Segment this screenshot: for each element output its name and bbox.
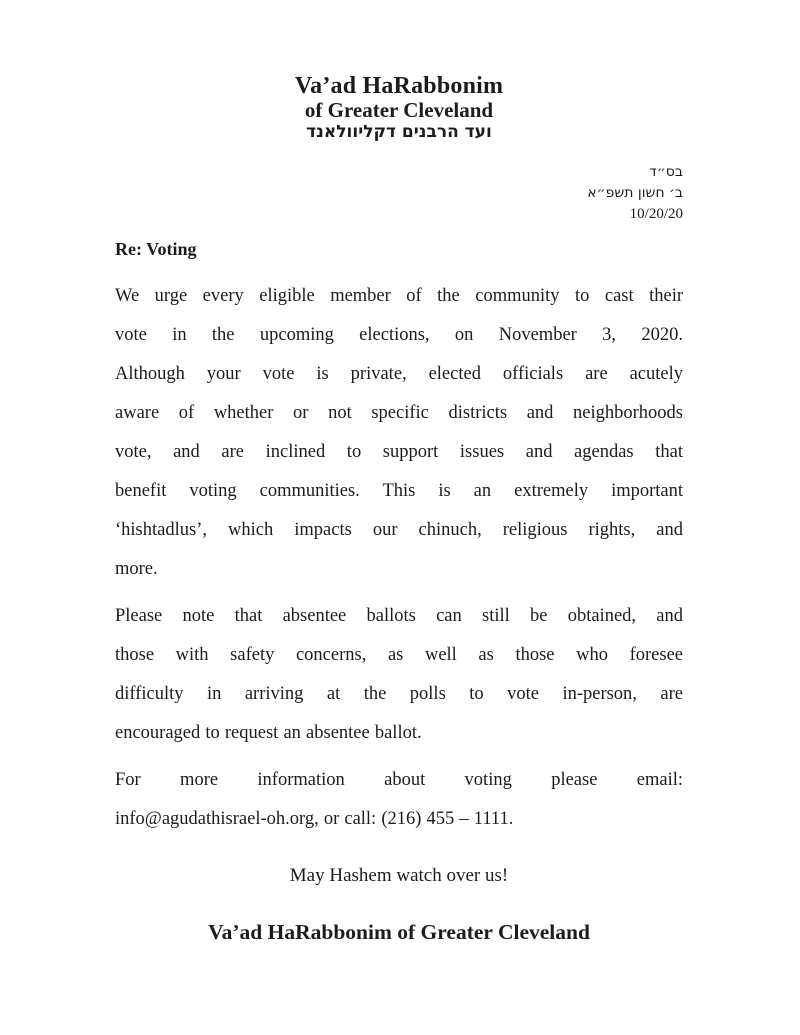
organization-location: of Greater Cleveland xyxy=(304,98,494,122)
bsd-inscription: בס״ד xyxy=(649,164,683,180)
paragraph-line: benefit voting communities. This is an extremely important xyxy=(115,481,683,501)
hebrew-date: ב׳ חשון תשפ״א xyxy=(587,185,683,201)
paragraph-absentee-ballots xyxy=(115,597,683,753)
letterhead xyxy=(115,73,683,142)
organization-name-hebrew: ועד הרבנים דקליוולאנד xyxy=(306,122,492,142)
paragraph-contact-info xyxy=(115,761,683,839)
organization-name: Va’ad HaRabbonim xyxy=(294,73,504,99)
paragraph-line: aware of whether or not specific districts and neighborhoods xyxy=(115,403,683,423)
paragraph-line: vote, and are inclined to support issues and agendas that xyxy=(115,442,683,462)
paragraph-line: For more information about voting please email: xyxy=(115,770,683,790)
subject-line: Re: Voting xyxy=(115,239,197,259)
paragraph-line: vote in the upcoming elections, on November 3, 2020. xyxy=(115,325,683,345)
closing-blessing: May Hashem watch over us! xyxy=(289,865,509,886)
signature-line: Va’ad HaRabbonim of Greater Cleveland xyxy=(208,920,590,944)
date-block xyxy=(115,162,683,225)
paragraph-voting-urge xyxy=(115,277,683,589)
civil-date: 10/20/20 xyxy=(629,206,683,222)
paragraph-line: difficulty in arriving at the polls to vote in-person, are xyxy=(115,684,683,704)
paragraph-line: encouraged to request an absentee ballot. xyxy=(115,723,422,743)
paragraph-line: ‘hishtadlus’, which impacts our chinuch, religious rights, and xyxy=(115,520,683,540)
paragraph-line: info@agudathisrael-oh.org, or call: (216) 455 – 1111. xyxy=(115,809,514,829)
paragraph-line: those with safety concerns, as well as those who foresee xyxy=(115,645,683,665)
paragraph-line: more. xyxy=(115,559,158,579)
paragraph-line: Although your vote is private, elected officials are acutely xyxy=(115,364,683,384)
paragraph-line: We urge every eligible member of the community to cast their xyxy=(115,286,683,306)
paragraph-line: Please note that absentee ballots can still be obtained, and xyxy=(115,606,683,626)
